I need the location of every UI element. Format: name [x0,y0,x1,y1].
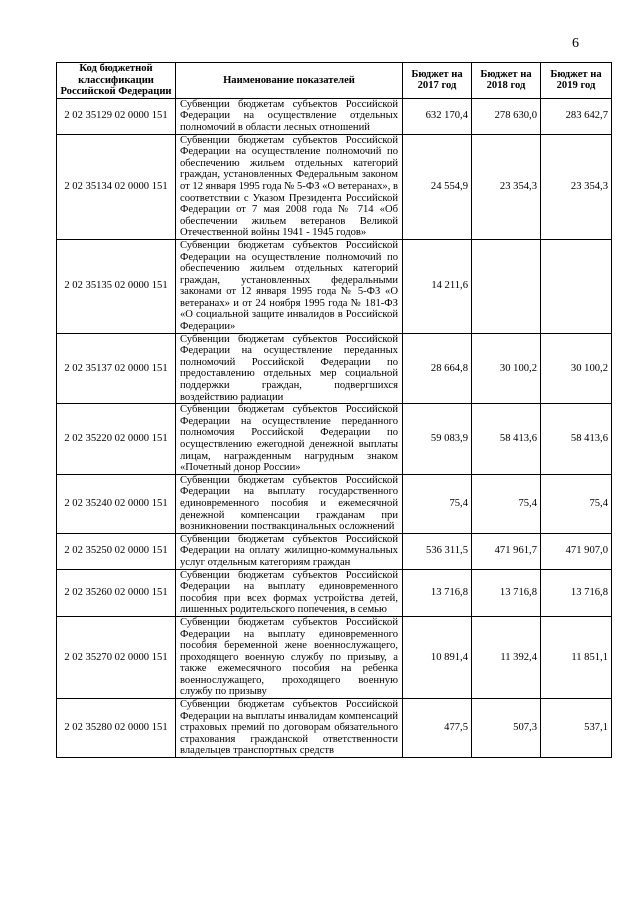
budget-code: 2 02 35250 02 0000 151 [57,533,176,569]
budget-2018: 13 716,8 [472,569,541,616]
table-header-row [57,63,612,99]
table-row [57,98,612,134]
budget-2018: 471 961,7 [472,533,541,569]
budget-2019 [541,239,612,333]
indicator-name: Субвенции бюджетам субъектов Российской Федерации на выплату единовременного пособия при всех формах устройства детей, лишенных родительского попечения, в семью [176,569,403,616]
header-2019: Бюджет на 2019 год [541,63,612,99]
indicator-name: Субвенции бюджетам субъектов Российской Федерации на осуществление полномочий по обеспечению жильем отдельных категорий граждан, установленных Федеральным законом от 12 января 1995 года № 5-ФЗ «О ветеранах», в соответствии с Указом Президента Российской Федерации от 7 мая 2008 года № 714 «Об обеспечении жильем ветеранов Великой Отечественной войны 1941 - 1945 годов» [176,134,403,239]
budget-2017: 75,4 [403,474,472,533]
budget-code: 2 02 35280 02 0000 151 [57,699,176,758]
budget-code: 2 02 35134 02 0000 151 [57,134,176,239]
budget-2017: 10 891,4 [403,616,472,698]
table-row [57,569,612,616]
budget-2018 [472,239,541,333]
budget-2018: 75,4 [472,474,541,533]
budget-code: 2 02 35135 02 0000 151 [57,239,176,333]
budget-code: 2 02 35220 02 0000 151 [57,404,176,475]
table-row [57,616,612,698]
budget-2018: 11 392,4 [472,616,541,698]
budget-2019: 58 413,6 [541,404,612,475]
indicator-name: Субвенции бюджетам субъектов Российской Федерации на оплату жилищно-коммунальных услуг отдельным категориям граждан [176,533,403,569]
header-2017: Бюджет на 2017 год [403,63,472,99]
table-row [57,404,612,475]
budget-code: 2 02 35240 02 0000 151 [57,474,176,533]
budget-2018: 278 630,0 [472,98,541,134]
budget-2019: 537,1 [541,699,612,758]
page-number: 6 [572,36,579,51]
budget-2019: 30 100,2 [541,333,612,404]
budget-2017: 13 716,8 [403,569,472,616]
budget-2017: 536 311,5 [403,533,472,569]
budget-2019: 75,4 [541,474,612,533]
budget-2019: 283 642,7 [541,98,612,134]
budget-2019: 471 907,0 [541,533,612,569]
budget-2018: 507,3 [472,699,541,758]
indicator-name: Субвенции бюджетам субъектов Российской Федерации на осуществление переданного полномочия Российской Федерации по осуществлению ежегодной денежной выплаты лицам, награжденным нагрудным знаком «Почетный донор России» [176,404,403,475]
table-row [57,239,612,333]
indicator-name: Субвенции бюджетам субъектов Российской Федерации на осуществление полномочий по обеспечению жильем отдельных категорий граждан, установленных федеральными законами от 12 января 1995 года № 5-ФЗ «О ветеранах» и от 24 ноября 1995 года № 181-ФЗ «О социальной защите инвалидов в Российской Федерации» [176,239,403,333]
budget-2019: 23 354,3 [541,134,612,239]
budget-2019: 13 716,8 [541,569,612,616]
table-row [57,333,612,404]
indicator-name: Субвенции бюджетам субъектов Российской Федерации на осуществление отдельных полномочий в области лесных отношений [176,98,403,134]
header-2018: Бюджет на 2018 год [472,63,541,99]
budget-2018: 23 354,3 [472,134,541,239]
indicator-name: Субвенции бюджетам субъектов Российской Федерации на выплату единовременного пособия беременной жене военнослужащего, проходящего военную службу по призыву, а также ежемесячного пособия на ребенка военнослужащего, проходящего военную службу по призыву [176,616,403,698]
budget-2018: 30 100,2 [472,333,541,404]
budget-code: 2 02 35260 02 0000 151 [57,569,176,616]
budget-2017: 14 211,6 [403,239,472,333]
budget-2018: 58 413,6 [472,404,541,475]
indicator-name: Субвенции бюджетам субъектов Российской Федерации на выплаты инвалидам компенсаций страховых премий по договорам обязательного страхования гражданской ответственности владельцев транспортных средств [176,699,403,758]
header-name: Наименование показателей [176,63,403,99]
budget-code: 2 02 35129 02 0000 151 [57,98,176,134]
table-body [57,98,612,757]
header-code: Код бюджетной классификации Российской Федерации [57,63,176,99]
budget-2017: 477,5 [403,699,472,758]
budget-code: 2 02 35137 02 0000 151 [57,333,176,404]
table-row [57,474,612,533]
budget-2019: 11 851,1 [541,616,612,698]
indicator-name: Субвенции бюджетам субъектов Российской Федерации на осуществление переданных полномочий Российской Федерации по предоставлению отдельных мер социальной поддержки граждан, подвергшихся воздействию радиации [176,333,403,404]
budget-table [56,62,612,758]
budget-2017: 632 170,4 [403,98,472,134]
table-row [57,533,612,569]
budget-2017: 28 664,8 [403,333,472,404]
table-row [57,134,612,239]
budget-2017: 24 554,9 [403,134,472,239]
budget-code: 2 02 35270 02 0000 151 [57,616,176,698]
budget-2017: 59 083,9 [403,404,472,475]
indicator-name: Субвенции бюджетам субъектов Российской Федерации на выплату государственного единовременного пособия и ежемесячной денежной компенсации гражданам при возникновении поствакцинальных осложнений [176,474,403,533]
table-row [57,699,612,758]
